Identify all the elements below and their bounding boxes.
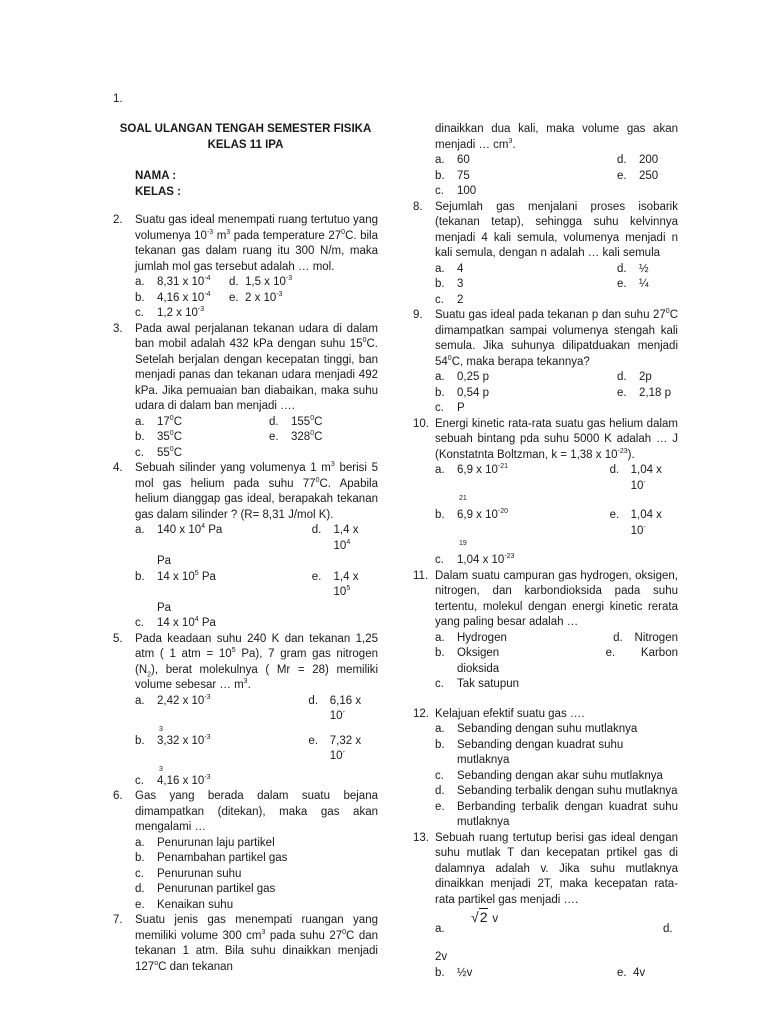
option-a-d[interactable]: a. $17^0C$ d. $155^0C$ [135,414,323,428]
option-c[interactable]: c. P [435,402,465,414]
question-7-continued [413,122,678,200]
option-a-d[interactable]: a. 2,42 x $10^{-3}$ d. 6,16 x 10- [135,693,362,722]
option-wrap: 21 [459,495,467,502]
option-d-wrap: 2v [435,951,448,963]
option-b-e[interactable]: b. ½v e. 4v [435,966,646,979]
question-text: Suatu gas ideal menempati ruang tertutuo yang volumenya $10^{-3}$ $m^3$ pada temperature $27^0C$. bila tekanan gas dalam ruang itu 300 N/m, maka jumlah mol gas tersebut adalah … mol. [135,214,378,273]
question-text: Sebuah ruang tertutup berisi gas ideal dengan suhu mutlak T dan kecepatan prtikel gas di dalamnya adalah v. Jika suhu mutlaknya dinaikkan menjadi 2T, maka kecepatan rata-rata partikel gas menjadi …. [435,831,678,906]
option-wrap: 19 [459,540,467,547]
option-c[interactable]: c. 4,16 x $10^{-3}$ [135,773,211,787]
question-9 [413,308,678,417]
option-a-d[interactable]: a. 8,31 x $10^{-4}$ d. 1,5 x $10^{-3}$ [135,275,293,288]
option-a-d[interactable]: a. Hydrogen d. Nitrogen [435,631,678,644]
question-text: Sejumlah gas menjalani proses isobarik (tekanan tetap), sehingga suhu kelvinnya menjadi 4 kali semula, volumenya menjadi n kali semula, dengan n adalah … kali semula [435,200,678,259]
option-d[interactable]: d. Sebanding terbalik dengan suhu mutlaknya [435,785,678,797]
option-a[interactable]: a. Sebanding dengan suhu mutlaknya [435,723,638,735]
sqrt-expression: √2 v [471,909,499,925]
option-b[interactable]: b. Sebanding dengan kuadrat suhu mutlaknya [435,738,624,766]
question-text: Sebuah silinder yang volumenya 1 $m^3$ berisi 5 mol gas helium pada suhu $77^0C$. Apabila helium dianggap gas ideal, berapakah tekanan gas dalam silinder ? (R= 8,31 J/mol K). [135,461,378,521]
option-a-d[interactable]: a. 140 x $10^4$ Pa d. 1,4 x $10^4$ [135,523,359,552]
left-column [113,122,378,975]
option-b-e[interactable]: b. 3,32 x $10^{-3}$ e. 7,32 x 10- [135,733,362,762]
option-b-e[interactable]: b. 4,16 x $10^{-4}$ e. 2 x $10^{-3}$ [135,290,283,304]
option-c[interactable]: c. 100 [435,185,477,197]
question-number: 6. [113,790,123,802]
question-number: 13. [413,831,429,844]
page-number: 1. [113,93,123,105]
option-a-d[interactable]: a. 4 d. ½ [435,262,649,275]
option-wrap: dioksida [457,662,500,675]
option-a-d[interactable]: a. 0,25 p d. 2p [435,371,652,383]
question-number: 3. [113,322,123,335]
option-c[interactable]: c. 1,04 x $10^{-23}$ [435,553,515,566]
question-4 [113,461,378,632]
option-e[interactable]: e. Kenaikan suhu [135,898,234,911]
option-wrap: Pa [157,555,172,567]
question-6 [113,789,378,913]
option-c[interactable]: c. 2 [435,293,464,306]
question-number: 9. [413,309,423,321]
option-b[interactable]: b. Penambahan partikel gas [135,852,288,864]
option-c[interactable]: c. 1,2 x $10^{-3}$ [135,306,205,319]
option-b-e[interactable]: b. 14 x $10^5$ Pa e. 1,4 x $10^5$ [135,569,359,598]
question-number: 7. [113,914,123,926]
name-field-label: NAMA : [135,170,177,182]
option-a-d[interactable]: a. 60 d. 200 [435,154,659,166]
option-a[interactable]: a. Penurunan laju partikel [135,836,275,849]
option-c[interactable]: c. Sebanding dengan akar suhu mutlaknya [435,769,663,782]
question-text: Suatu jenis gas menempati ruangan yang memiliki volume 300 $cm^3$ pada suhu $27^0C$ dan tekanan 1 atm. Bila suhu dinaikkan menjadi 127$^o$C dan tekanan [135,914,379,973]
class-field-label: KELAS : [135,185,181,198]
question-7 [113,913,378,975]
question-number: 10. [413,417,429,430]
right-column [413,122,678,981]
option-b-e[interactable]: b. 75 e. 250 [435,169,659,182]
option-c[interactable]: c. 14 x $10^4$ Pa [135,616,216,629]
question-8 [413,200,678,309]
option-a-d[interactable]: a. √2 v d. [435,909,673,935]
question-number: 11. [413,569,429,582]
exam-title: SOAL ULANGAN TENGAH SEMESTER FISIKA [119,123,372,135]
option-b-e[interactable]: b. Oksigen e. Karbon [435,647,678,659]
question-12 [413,707,678,831]
option-c[interactable]: c. Tak satupun [435,678,520,690]
question-text: Pada awal perjalanan tekanan udara di dalam ban mobil adalah 432 kPa dengan suhu $15^0C$. Setelah berjalan dengan kecepatan tinggi, ban menjadi panas dan tekanan udara menjadi 492 kPa. Jika pemuaian ban diabaikan, maka suhu udara di dalam ban menjadi …. [135,322,378,412]
question-text: Dalam suatu campuran gas hydrogen, oksigen, nitrogen, dan karbondioksida pada suhu tertentu, molekul dengan energi kinetic rerata yang paling besar adalah … [435,569,678,628]
question-11 [413,569,678,693]
question-text: Kelajuan efektif suatu gas …. [435,707,585,720]
question-number: 4. [113,462,123,474]
option-b-e[interactable]: b. $35^0C$ e. $328^0C$ [135,430,323,443]
option-d[interactable]: d. Penurunan partikel gas [135,883,276,895]
question-number: 8. [413,200,423,213]
question-2 [113,213,378,322]
question-number: 5. [113,632,123,645]
question-text: dinaikkan dua kali, maka volume gas akan menjadi … $cm^3$. [435,123,678,151]
question-text: Gas yang berada dalam suatu bejana dimampatkan (ditekan), maka gas akan mengalami … [135,790,378,833]
question-3 [113,322,378,462]
question-text: Energi kinetic rata-rata suatu gas helium dalam sebuah bintang pda suhu 5000 K adalah … J (Konstatnta Boltzman, k = 1,38 x $10^{-23}$). [435,417,678,461]
option-a-d[interactable]: a. 6,9 x $10^{-21}$ d. 1,04 x 10- [435,463,662,492]
question-10 [413,417,678,569]
question-number: 12. [413,707,429,720]
option-wrap: 3 [159,765,163,773]
option-wrap: Pa [157,601,172,614]
question-13 [413,831,678,982]
option-b-e[interactable]: b. 0,54 p e. 2,18 p [435,386,671,399]
question-text: Suatu gas ideal pada tekanan p dan suhu $27^0C$ dimampatkan sampai volumenya stengah kali semula. Jika suhunya dilipatduakan menjadi $54^0C$, maka berapa tekannya? [435,308,678,368]
sqrt-icon: √ [471,909,479,925]
option-wrap: 3 [159,725,163,733]
option-c[interactable]: c. $55^0C$ [135,445,183,459]
class-title: KELAS 11 IPA [207,138,284,151]
option-b-e[interactable]: b. 6,9 x $10^{-20}$ e. 1,04 x 10- [435,508,662,537]
option-c[interactable]: c. Penurunan suhu [135,867,242,880]
question-text: Pada keadaan suhu 240 K dan tekanan 1,25 atm ( 1 atm = $10^5$ Pa), 7 gram gas nitrogen $(N_2)$, berat molekulnya ( Mr = 28) memiliki volume sebesar … $m^3$. [135,632,378,691]
question-5 [113,632,378,790]
option-e[interactable]: e. Berbanding terbalik dengan kuadrat suhu mutlaknya [435,800,678,828]
question-number: 2. [113,214,123,226]
option-b-e[interactable]: b. 3 e. ¼ [435,278,649,290]
